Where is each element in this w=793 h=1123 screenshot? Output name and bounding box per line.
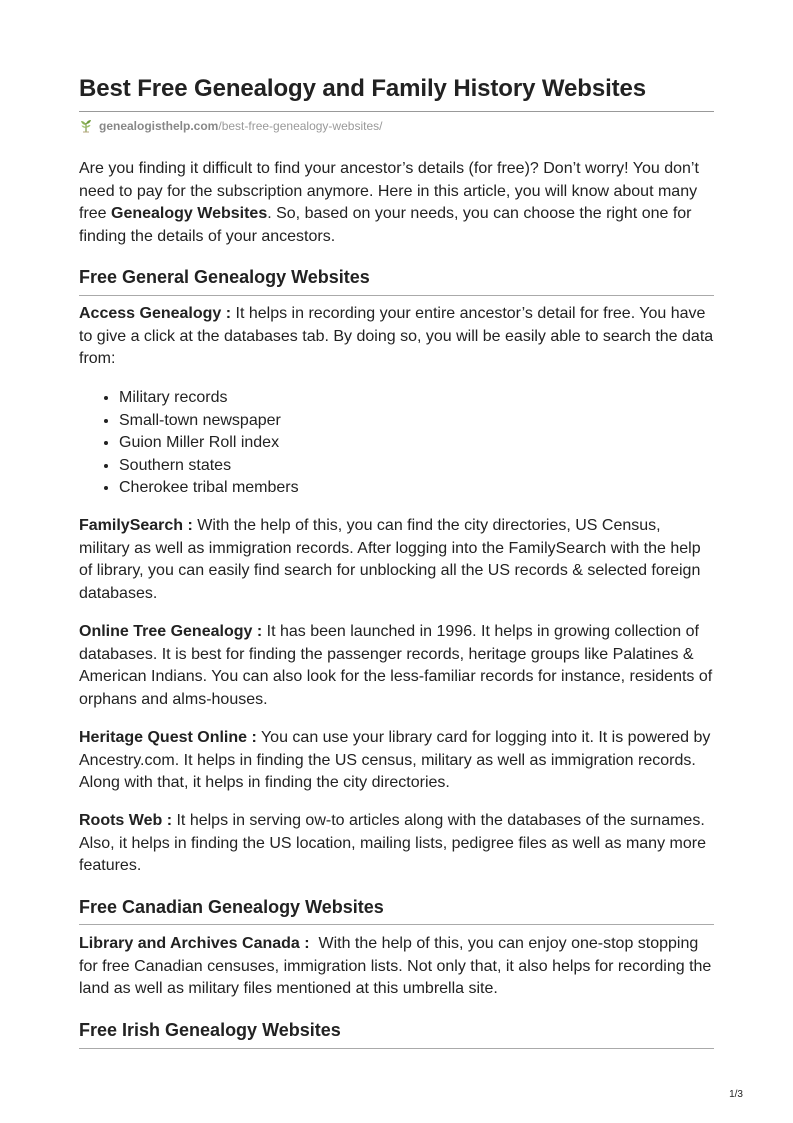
library-archives-label: Library and Archives Canada : bbox=[79, 935, 310, 952]
heritage-quest-text: You can use your library card for logging into it. It is powered by Ancestry.com. It helps in finding the US census, military as well as immigration records. Along with that, it helps in finding the city directories. bbox=[79, 729, 711, 791]
list-item: • Southern states bbox=[119, 455, 299, 478]
access-genealogy-text: It helps in recording your entire ancestor’s detail for free. You have to give a click at the databases tab. By doing so, you will be easily able to search the data from: bbox=[79, 305, 714, 367]
online-tree-text: It has been launched in 1996. It helps in growing collection of databases. It is best for finding the passenger records, heritage groups like Palatines & American Indians. You can also look for the less-familiar records for instance, residents of orphans and alms-houses. bbox=[79, 623, 713, 708]
heading-canadian-divider bbox=[79, 924, 714, 925]
page-number: 1/3 bbox=[729, 1089, 743, 1100]
heading-irish: Free Irish Genealogy Websites bbox=[79, 1020, 341, 1040]
online-tree-label: Online Tree Genealogy : bbox=[79, 623, 263, 640]
roots-web-label: Roots Web : bbox=[79, 812, 173, 829]
roots-web-text: It helps in serving ow-to articles along with the databases of the surnames. Also, it helps in finding the US location, mailing lists, pedigree files as well as many more features. bbox=[79, 812, 706, 874]
records-list bbox=[79, 387, 299, 500]
familysearch-paragraph bbox=[79, 515, 715, 605]
page-title: Best Free Genealogy and Family History Websites bbox=[79, 75, 647, 102]
source-line[interactable] bbox=[79, 117, 382, 135]
list-item: • Cherokee tribal members bbox=[119, 477, 299, 500]
heading-general: Free General Genealogy Websites bbox=[79, 267, 370, 287]
intro-text-end: . So, based on your needs, you can choose the right one for finding the details of your ancestors. bbox=[79, 205, 692, 245]
access-genealogy-label: Access Genealogy : bbox=[79, 305, 232, 322]
heading-irish-divider bbox=[79, 1048, 714, 1049]
library-archives-paragraph bbox=[79, 933, 715, 1001]
intro-paragraph bbox=[79, 158, 715, 248]
roots-web-paragraph bbox=[79, 810, 715, 878]
heading-general-divider bbox=[79, 295, 714, 296]
title-divider bbox=[79, 111, 714, 112]
source-domain[interactable]: genealogisthelp.com bbox=[99, 119, 219, 133]
intro-text-start: Are you finding it difficult to find your ancestor’s details (for free)? Don’t worry! You don’t need to pay for the subscription anymore. Here in this article, you will know about many free bbox=[79, 160, 699, 222]
list-item: • Military records bbox=[119, 387, 299, 410]
familysearch-text: With the help of this, you can find the city directories, US Census, military as well as immigration records. After logging into the FamilySearch with the help of library, you can easily find search for unblocking all the US records & selected foreign databases. bbox=[79, 517, 701, 602]
online-tree-paragraph bbox=[79, 621, 715, 711]
familysearch-label: FamilySearch : bbox=[79, 517, 193, 534]
library-archives-text: With the help of this, you can enjoy one-stop stopping for free Canadian censuses, immigration lists. Not only that, it also helps for recording the land as well as military files mentioned at this umbrella site. bbox=[79, 935, 716, 997]
source-path[interactable]: /best-free-genealogy-websites/ bbox=[218, 119, 383, 133]
access-genealogy-paragraph bbox=[79, 303, 715, 371]
heritage-quest-paragraph bbox=[79, 727, 715, 795]
list-item: • Small-town newspaper bbox=[119, 410, 299, 433]
heading-canadian: Free Canadian Genealogy Websites bbox=[79, 897, 384, 917]
list-item: • Guion Miller Roll index bbox=[119, 432, 299, 455]
heritage-quest-label: Heritage Quest Online : bbox=[79, 729, 257, 746]
sprout-icon bbox=[79, 119, 93, 133]
intro-bold-term: Genealogy Websites bbox=[111, 205, 268, 222]
